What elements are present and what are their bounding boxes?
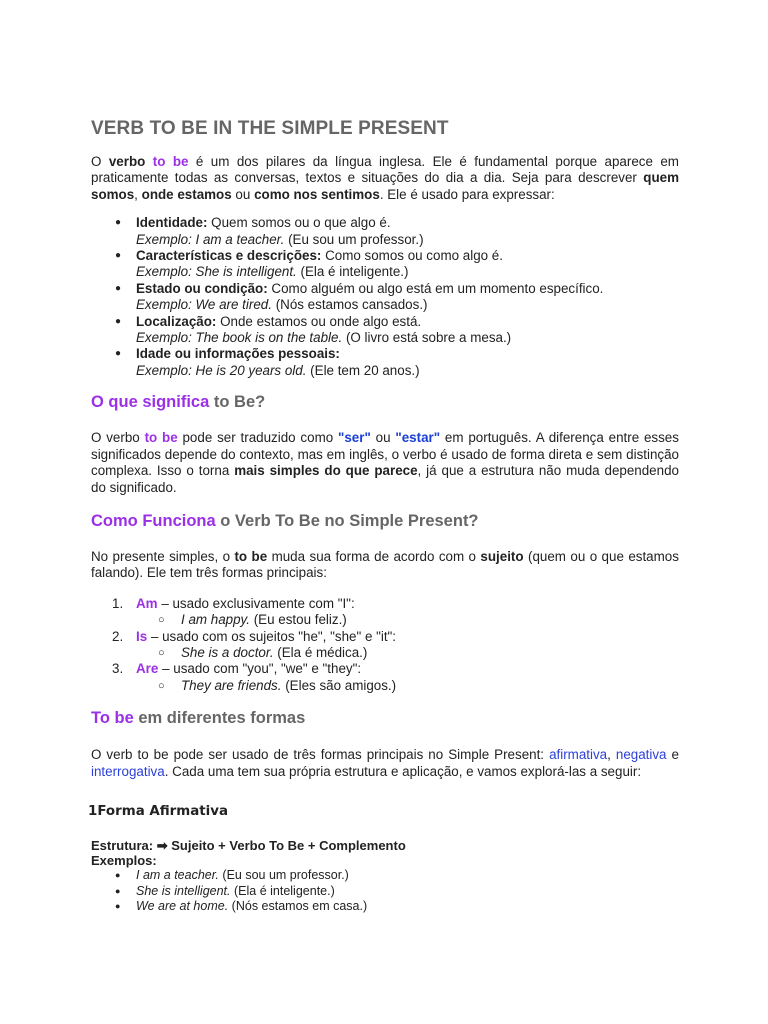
circle-bullet-icon: ○ (158, 646, 165, 659)
forms-list (91, 596, 679, 694)
bullet-icon: ● (115, 250, 122, 262)
intro-paragraph: O verbo to be é um dos pilares da língua inglesa. Ele é fundamental porque aparece em praticamente todas as conversas, textos e situações do dia a dia. Seja para descrever quem somos, onde estamos ou como nos sentimos. Ele é usado para expressar: (91, 154, 679, 202)
section-heading-how-it-works: Como Funciona o Verb To Be no Simple Present? (91, 511, 479, 530)
bullet-icon: ● (115, 901, 121, 912)
meaning-paragraph: O verbo to be pode ser traduzido como "ser" ou "estar" em português. A diferença entre esses significados depende do contexto, mas em inglês, o verbo é usado de forma direta e sem distinção complexa. Isso o torna mais simples do que parece, já que a estrutura não muda dependendo do significado. (91, 430, 679, 495)
uses-list (91, 215, 679, 379)
page-title: VERB TO BE IN THE SIMPLE PRESENT (91, 118, 449, 139)
list-item: ● She is intelligent. (Ela é inteligente.) (115, 883, 335, 898)
list-item: ● We are at home. (Nós estamos em casa.) (115, 899, 368, 914)
how-it-works-paragraph: No presente simples, o to be muda sua forma de acordo com o sujeito (quem ou o que estamos falando). Ele tem três formas principais: (91, 548, 679, 581)
forms-paragraph: O verb to be pode ser usado de três formas principais no Simple Present: afirmativa, negativa e interrogativa. Cada uma tem sua própria estrutura e aplicação, e vamos explorá-las a seguir: (91, 747, 679, 779)
bullet-icon: ● (115, 282, 122, 294)
list-item: 1. Am – usado exclusivamente com "I": ○ I am happy. (Eu estou feliz.) (112, 595, 355, 628)
list-item: ● Idade ou informações pessoais: Exemplo: He is 20 years old. (Ele tem 20 anos.) (115, 346, 420, 378)
affirmative-heading: 1Forma Afirmativa (88, 803, 229, 819)
list-item: ● Identidade: Quem somos ou o que algo é. Exemplo: I am a teacher. (Eu sou um professor.) (115, 215, 424, 247)
bullet-icon: ● (115, 348, 122, 360)
circle-bullet-icon: ○ (158, 679, 165, 692)
list-item: ● Características e descrições: Como somos ou como algo é. Exemplo: She is intelligent. (Ela é inteligente.) (115, 248, 503, 280)
bullet-icon: ● (115, 217, 122, 229)
list-item: ● I am a teacher. (Eu sou um professor.) (115, 867, 349, 882)
bullet-icon: ● (115, 885, 121, 896)
bullet-icon: ● (115, 869, 121, 880)
section-heading-forms: To be em diferentes formas (91, 709, 306, 728)
section-heading-meaning: O que significa to Be? (91, 393, 266, 412)
list-item: 3. Are – usado com "you", "we" e "they": ○ They are friends. (Eles são amigos.) (112, 661, 397, 693)
circle-bullet-icon: ○ (158, 614, 165, 627)
affirmative-structure: Estrutura: ➡ Sujeito + Verbo To Be + Complemento (91, 837, 406, 853)
list-item: 2. Is – usado com os sujeitos "he", "she" e "it": ○ She is a doctor. (Ela é médica.) (112, 628, 397, 660)
document-body (88, 116, 679, 915)
list-item: ● Estado ou condição: Como alguém ou algo está em um momento específico. Exemplo: We are tired. (Nós estamos cansados.) (115, 280, 604, 313)
bullet-icon: ● (115, 315, 122, 327)
affirmative-examples-list (91, 868, 679, 915)
examples-label: Exemplos: (91, 852, 157, 868)
list-item: ● Localização: Onde estamos ou onde algo está. Exemplo: The book is on the table. (O livro está sobre a mesa.) (115, 313, 512, 346)
